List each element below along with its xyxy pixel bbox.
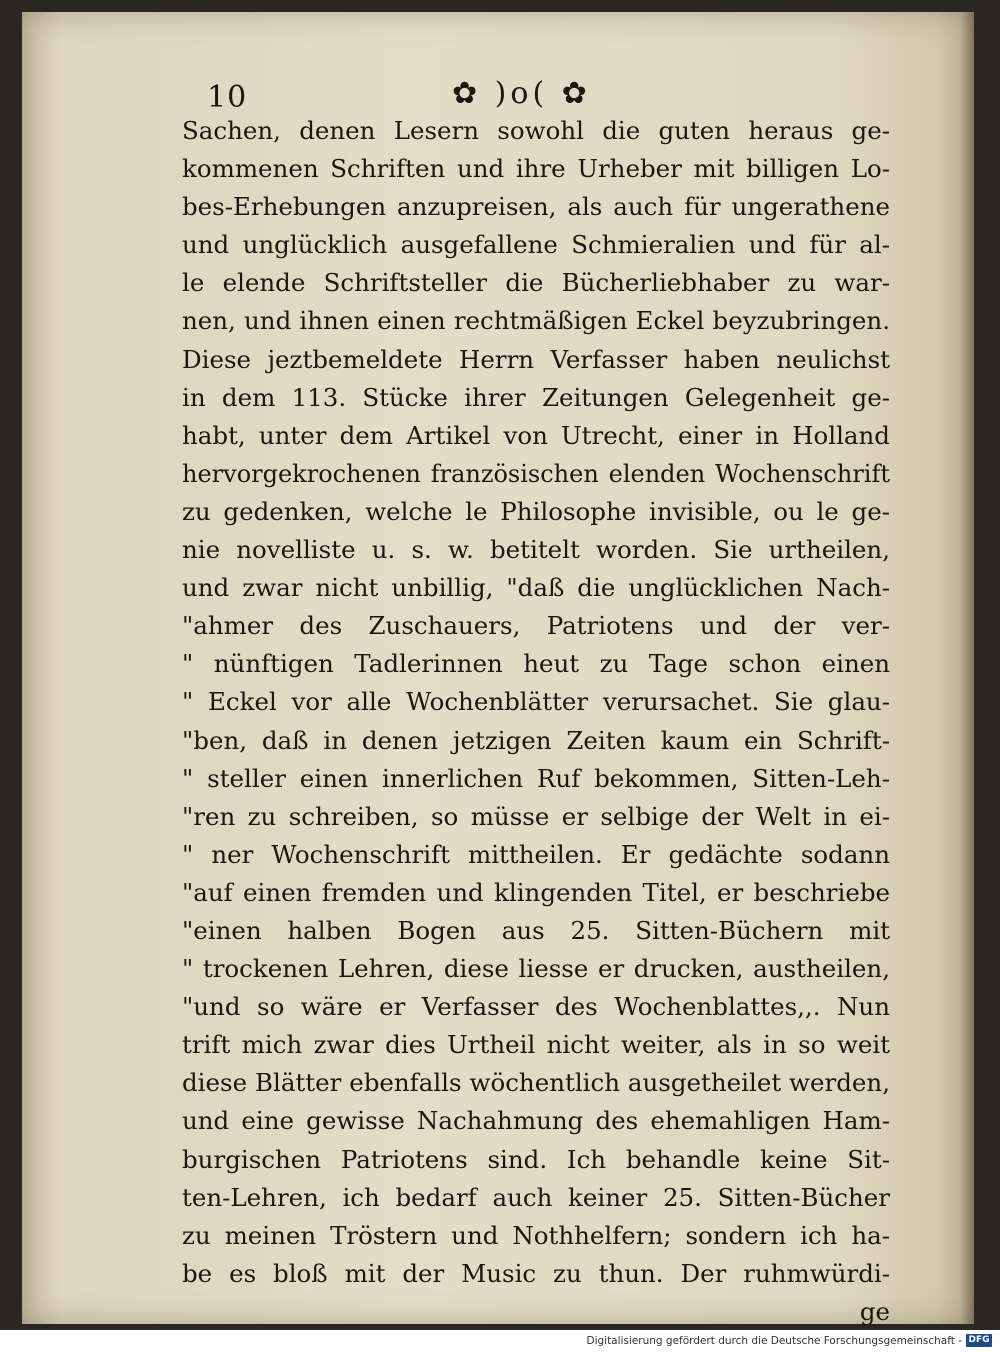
text-line: " nünftigen Tadlerinnen heut zu Tage schon einen <box>182 649 890 679</box>
text-line: zu gedenken, welche le Philosophe invisible, ou le ge- <box>182 496 890 526</box>
text-line: in dem 113. Stücke ihrer Zeitungen Gelegenheit ge- <box>182 382 890 412</box>
catchword: ge <box>859 1296 890 1326</box>
text-line: "einen halben Bogen aus 25. Sitten-Büchern mit <box>182 915 890 945</box>
text-line: "ahmer des Zuschauers, Patriotens und der ver- <box>182 611 890 641</box>
text-line: und unglücklich ausgefallene Schmieralien und für al- <box>182 230 890 260</box>
text-line: " Eckel vor alle Wochenblätter verursachet. Sie glau- <box>182 687 890 717</box>
body-text <box>182 112 890 1331</box>
header-ornament: ✿ )o( ✿ <box>452 76 591 111</box>
text-line: " ner Wochenschrift mittheilen. Er gedächte sodann <box>182 839 890 869</box>
text-line: "ben, daß in denen jetzigen Zeiten kaum ein Schrift- <box>182 725 890 755</box>
text-line: "und so wäre er Verfasser des Wochenblattes,,. Nun <box>182 992 890 1022</box>
text-line: nen, und ihnen einen rechtmäßigen Eckel beyzubringen. <box>182 306 890 336</box>
page-edge-shadow <box>960 12 974 1324</box>
text-line: burgischen Patriotens sind. Ich behandle keine Sit- <box>182 1144 890 1174</box>
text-line: nie novelliste u. s. w. betitelt worden. Sie urtheilen, <box>182 535 890 565</box>
page-number: 10 <box>207 80 248 115</box>
dfg-logo: DFG <box>966 1334 992 1347</box>
text-line: Sachen, denen Lesern sowohl die guten heraus ge- <box>182 116 890 145</box>
text-line: Diese jeztbemeldete Herrn Verfasser haben neulichst <box>182 344 890 374</box>
text-line: habt, unter dem Artikel von Utrecht, einer in Holland <box>182 420 890 450</box>
text-line: zu meinen Tröstern und Nothhelfern; sondern ich ha- <box>182 1220 890 1250</box>
footer-credit: Digitalisierung gefördert durch die Deutsche Forschungsgemeinschaft - <box>586 1335 962 1347</box>
text-line: " steller einen innerlichen Ruf bekommen, Sitten-Leh- <box>182 763 890 793</box>
text-line: "ren zu schreiben, so müsse er selbige der Welt in ei- <box>182 801 890 831</box>
text-line: " trockenen Lehren, diese liesse er drucken, austheilen, <box>182 954 890 984</box>
text-line: diese Blätter ebenfalls wöchentlich ausgetheilet werden, <box>182 1068 890 1098</box>
text-line: und zwar nicht unbillig, "daß die unglücklichen Nach- <box>182 573 890 603</box>
text-line: be es bloß mit der Music zu thun. Der ruhmwürdi- <box>182 1258 890 1288</box>
text-line: ten-Lehren, ich bedarf auch keiner 25. Sitten-Bücher <box>182 1182 890 1212</box>
text-line: kommenen Schriften und ihre Urheber mit billigen Lo- <box>182 154 890 184</box>
text-line: le elende Schriftsteller die Bücherliebhaber zu war- <box>182 268 890 298</box>
text-line: "auf einen fremden und klingenden Titel, er beschriebe <box>182 877 890 907</box>
text-line: hervorgekrochenen französischen elenden Wochenschrift <box>182 459 890 488</box>
text-line: und eine gewisse Nachahmung des ehemahligen Ham- <box>182 1106 890 1136</box>
text-line: bes-Erhebungen anzupreisen, als auch für ungerathene <box>182 192 890 222</box>
text-line: trift mich zwar dies Urtheil nicht weiter, als in so weit <box>182 1030 890 1060</box>
